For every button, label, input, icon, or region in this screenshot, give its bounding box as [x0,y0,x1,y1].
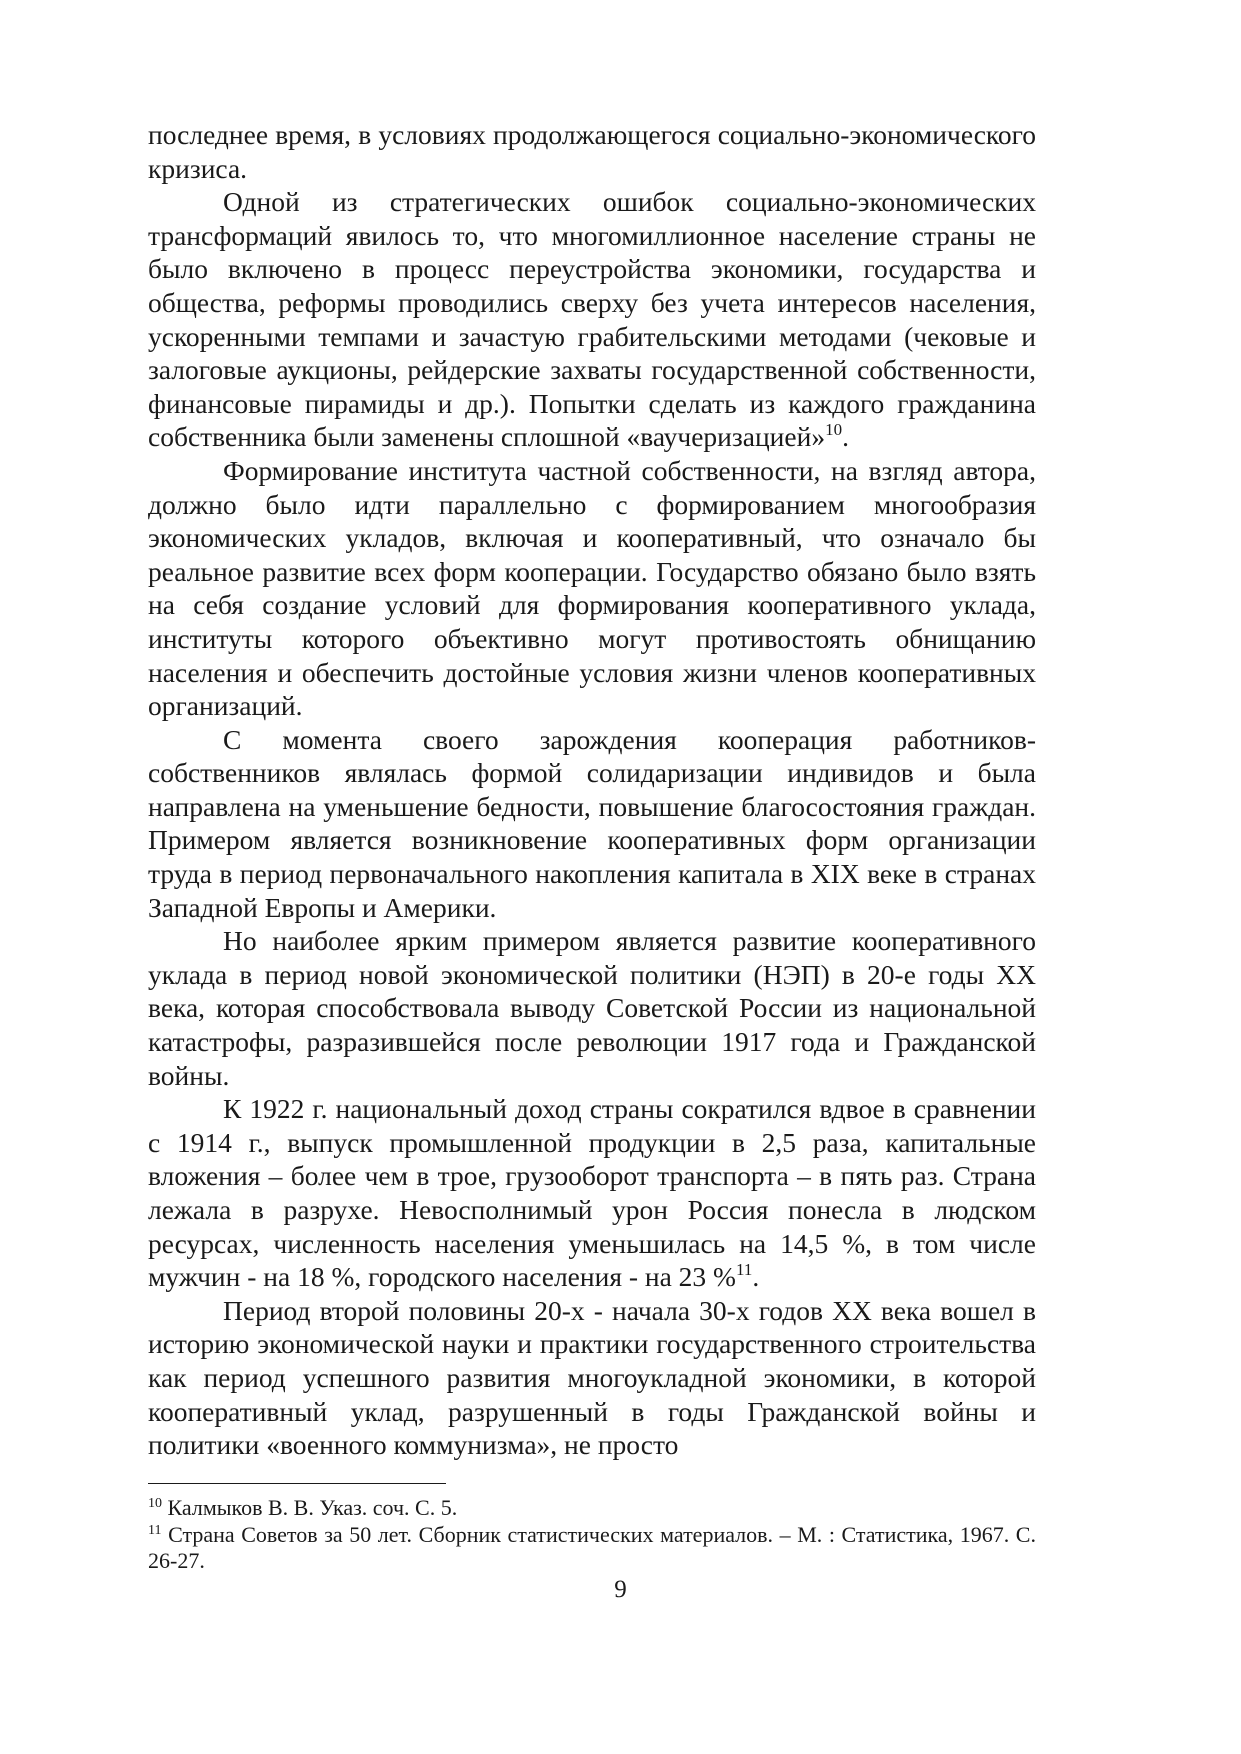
paragraph-5 [148,924,1036,1092]
page-number: 9 [614,1576,627,1603]
paragraph-4-text: С момента своего зарождения кооперация работников-собственников являлась формой солидаризации индивидов и была направлена на уменьшение бедности, повышение благосостояния граждан. Примером является возникновение кооперативных форм организации труда в период первоначального накопления капитала в XIX веке в странах Западной Европы и Америки. [148,723,1036,923]
footnote-number: 10 [148,1496,162,1511]
footnote-number: 11 [148,1522,162,1538]
paragraph-5-text: Но наиболее ярким примером является развитие кооперативного уклада в период новой экономической политики (НЭП) в 20-е годы XX века, которая способствовала выводу Советской России из национальной катастрофы, разразившейся после революции 1917 года и Гражданской войны. [148,925,1036,1091]
page-body [148,118,1036,1462]
paragraph-6 [148,1092,1036,1294]
footnote-10 [148,1495,1036,1522]
footnotes [148,1495,1036,1575]
paragraph-7-text: Период второй половины 20-х - начала 30-х годов XX века вошел в историю экономической науки и практики государственного строительства как период успешного развития многоукладной экономики, в которой кооперативный уклад, разрушенный в годы Гражданской войны и политики «военного коммунизма», не просто [148,1294,1036,1461]
paragraph-1 [148,118,1036,185]
footnote-text: Страна Советов за 50 лет. Сборник статистических материалов. – М. : Статистика, 1967. С. 26-27. [148,1521,1036,1573]
paragraph-2-text: Одной из стратегических ошибок социально-экономических трансформаций явилось то, что многомиллионное население страны не было включено в процесс переустройства экономики, государства и общества, реформы проводились сверху без учета интересов населения, ускоренными темпами и зачастую грабительскими методами (чековые и залоговые аукционы, рейдерские захваты государственной собственности, финансовые пирамиды и др.). Попытки сделать из каждого гражданина собственника были заменены сплошной «ваучеризацией» [148,186,1036,453]
footnote-ref-11: 11 [735,1260,753,1280]
paragraph-6-text: К 1922 г. национальный доход страны сократился вдвое в сравнении с 1914 г., выпуск промышленной продукции в 2,5 раза, капитальные вложения – более чем в трое, грузооборот транспорта – в пять раз. Страна лежала в разрухе. Невосполнимый урон Россия понесла в людском ресурсах, численность населения уменьшилась на 14,5 %, в том числе мужчин - на 18 %, городского населения - на 23 % [148,1093,1036,1293]
paragraph-2 [148,185,1036,454]
footnote-ref-10: 10 [825,420,843,440]
paragraph-2-tail: . [842,421,849,453]
paragraph-4 [148,723,1036,925]
paragraph-7 [148,1294,1036,1462]
paragraph-3-text: Формирование института частной собственности, на взгляд автора, должно было идти параллельно с формированием многообразия экономических укладов, включая и кооперативный, что означало бы реальное развитие всех форм кооперации. Государство обязано было взять на себя создание условий для формирования кооперативного уклада, институты которого объективно могут противостоять обнищанию населения и обеспечить достойные условия жизни членов кооперативных организаций. [148,454,1036,722]
paragraph-1-text: последнее время, в условиях продолжающегося социально-экономического кризиса. [148,119,1036,184]
footnote-text: Калмыков В. В. Указ. соч. С. 5. [162,1495,458,1520]
paragraph-3 [148,454,1036,723]
footnote-separator [148,1483,446,1484]
footnote-11 [148,1522,1036,1575]
paragraph-6-tail: . [752,1261,760,1293]
